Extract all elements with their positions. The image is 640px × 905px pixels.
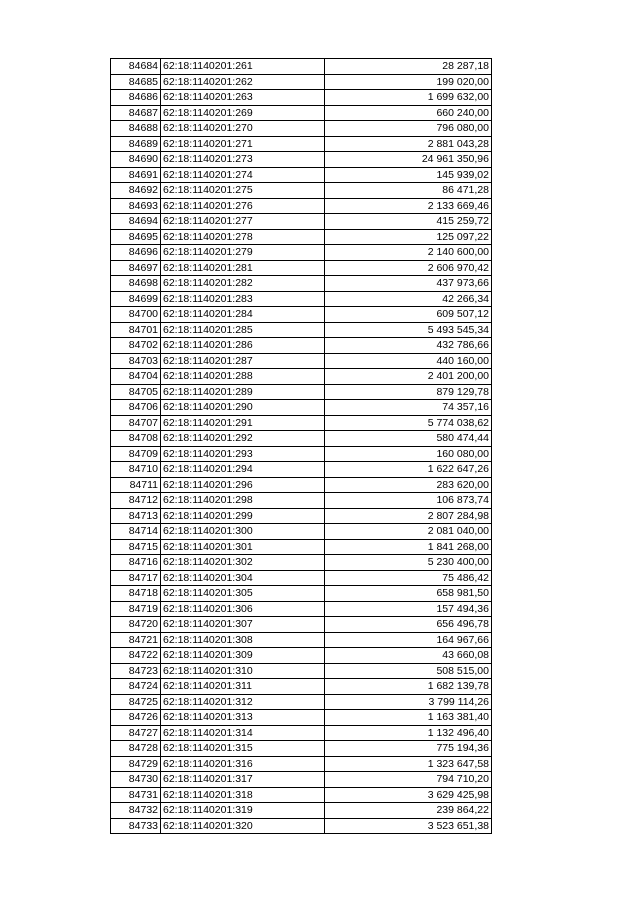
table-row [111, 725, 492, 741]
cadastral-number: 62:18:1140201:316 [161, 756, 325, 772]
cadastral-value: 508 515,00 [325, 663, 492, 679]
table-row [111, 772, 492, 788]
row-number: 84697 [111, 260, 161, 276]
table-row [111, 229, 492, 245]
row-number: 84731 [111, 787, 161, 803]
cadastral-value: 5 774 038,62 [325, 415, 492, 431]
row-number: 84689 [111, 136, 161, 152]
table-row [111, 400, 492, 416]
cadastral-value: 106 873,74 [325, 493, 492, 509]
table-row [111, 214, 492, 230]
cadastral-number: 62:18:1140201:285 [161, 322, 325, 338]
row-number: 84703 [111, 353, 161, 369]
table-row [111, 260, 492, 276]
cadastral-value: 3 629 425,98 [325, 787, 492, 803]
table-row [111, 477, 492, 493]
cadastral-value: 74 357,16 [325, 400, 492, 416]
row-number: 84716 [111, 555, 161, 571]
cadastral-number: 62:18:1140201:319 [161, 803, 325, 819]
cadastral-number: 62:18:1140201:291 [161, 415, 325, 431]
row-number: 84686 [111, 90, 161, 106]
cadastral-value: 660 240,00 [325, 105, 492, 121]
cadastral-number: 62:18:1140201:313 [161, 710, 325, 726]
row-number: 84717 [111, 570, 161, 586]
cadastral-number: 62:18:1140201:299 [161, 508, 325, 524]
cadastral-value: 1 132 496,40 [325, 725, 492, 741]
cadastral-number: 62:18:1140201:273 [161, 152, 325, 168]
row-number: 84700 [111, 307, 161, 323]
cadastral-number: 62:18:1140201:315 [161, 741, 325, 757]
row-number: 84688 [111, 121, 161, 137]
cadastral-value: 656 496,78 [325, 617, 492, 633]
cadastral-number: 62:18:1140201:306 [161, 601, 325, 617]
table-row [111, 617, 492, 633]
cadastral-value: 775 194,36 [325, 741, 492, 757]
table-body [111, 59, 492, 834]
table-row [111, 307, 492, 323]
row-number: 84699 [111, 291, 161, 307]
cadastral-value: 2 133 669,46 [325, 198, 492, 214]
cadastral-value: 3 799 114,26 [325, 694, 492, 710]
cadastral-value: 43 660,08 [325, 648, 492, 664]
cadastral-number: 62:18:1140201:304 [161, 570, 325, 586]
table-row [111, 183, 492, 199]
cadastral-number: 62:18:1140201:284 [161, 307, 325, 323]
cadastral-number: 62:18:1140201:301 [161, 539, 325, 555]
cadastral-number: 62:18:1140201:302 [161, 555, 325, 571]
table-row [111, 136, 492, 152]
cadastral-value: 609 507,12 [325, 307, 492, 323]
row-number: 84727 [111, 725, 161, 741]
cadastral-value: 415 259,72 [325, 214, 492, 230]
cadastral-value: 658 981,50 [325, 586, 492, 602]
row-number: 84694 [111, 214, 161, 230]
cadastral-value: 75 486,42 [325, 570, 492, 586]
cadastral-number: 62:18:1140201:298 [161, 493, 325, 509]
row-number: 84707 [111, 415, 161, 431]
cadastral-number: 62:18:1140201:290 [161, 400, 325, 416]
cadastral-number: 62:18:1140201:287 [161, 353, 325, 369]
table-row [111, 167, 492, 183]
table-row [111, 338, 492, 354]
row-number: 84701 [111, 322, 161, 338]
row-number: 84730 [111, 772, 161, 788]
row-number: 84711 [111, 477, 161, 493]
table-row [111, 245, 492, 261]
row-number: 84698 [111, 276, 161, 292]
cadastral-number: 62:18:1140201:274 [161, 167, 325, 183]
cadastral-value: 145 939,02 [325, 167, 492, 183]
table-row [111, 710, 492, 726]
table-row [111, 803, 492, 819]
cadastral-value: 1 323 647,58 [325, 756, 492, 772]
cadastral-value: 160 080,00 [325, 446, 492, 462]
row-number: 84724 [111, 679, 161, 695]
row-number: 84712 [111, 493, 161, 509]
cadastral-value: 24 961 350,96 [325, 152, 492, 168]
table-row [111, 291, 492, 307]
table-row [111, 152, 492, 168]
row-number: 84714 [111, 524, 161, 540]
row-number: 84729 [111, 756, 161, 772]
cadastral-value: 283 620,00 [325, 477, 492, 493]
cadastral-value: 1 841 268,00 [325, 539, 492, 555]
table-row [111, 524, 492, 540]
cadastral-value: 440 160,00 [325, 353, 492, 369]
row-number: 84718 [111, 586, 161, 602]
table-row [111, 663, 492, 679]
cadastral-number: 62:18:1140201:289 [161, 384, 325, 400]
cadastral-number: 62:18:1140201:278 [161, 229, 325, 245]
row-number: 84696 [111, 245, 161, 261]
cadastral-value: 125 097,22 [325, 229, 492, 245]
row-number: 84720 [111, 617, 161, 633]
cadastral-number: 62:18:1140201:317 [161, 772, 325, 788]
table-row [111, 446, 492, 462]
cadastral-number: 62:18:1140201:263 [161, 90, 325, 106]
row-number: 84713 [111, 508, 161, 524]
cadastral-number: 62:18:1140201:309 [161, 648, 325, 664]
cadastral-value: 28 287,18 [325, 59, 492, 75]
cadastral-number: 62:18:1140201:286 [161, 338, 325, 354]
cadastral-value: 2 606 970,42 [325, 260, 492, 276]
row-number: 84719 [111, 601, 161, 617]
row-number: 84705 [111, 384, 161, 400]
table-row [111, 679, 492, 695]
cadastral-value: 1 682 139,78 [325, 679, 492, 695]
cadastral-number: 62:18:1140201:318 [161, 787, 325, 803]
row-number: 84726 [111, 710, 161, 726]
row-number: 84693 [111, 198, 161, 214]
row-number: 84723 [111, 663, 161, 679]
table-row [111, 570, 492, 586]
cadastral-number: 62:18:1140201:261 [161, 59, 325, 75]
cadastral-number: 62:18:1140201:262 [161, 74, 325, 90]
row-number: 84732 [111, 803, 161, 819]
cadastral-value: 1 622 647,26 [325, 462, 492, 478]
row-number: 84695 [111, 229, 161, 245]
cadastral-value: 796 080,00 [325, 121, 492, 137]
table-row [111, 555, 492, 571]
cadastral-number: 62:18:1140201:282 [161, 276, 325, 292]
row-number: 84684 [111, 59, 161, 75]
cadastral-number: 62:18:1140201:281 [161, 260, 325, 276]
cadastral-number: 62:18:1140201:293 [161, 446, 325, 462]
cadastral-number: 62:18:1140201:288 [161, 369, 325, 385]
cadastral-number: 62:18:1140201:294 [161, 462, 325, 478]
row-number: 84708 [111, 431, 161, 447]
cadastral-number: 62:18:1140201:270 [161, 121, 325, 137]
cadastral-value: 5 230 400,00 [325, 555, 492, 571]
cadastral-value: 3 523 651,38 [325, 818, 492, 834]
cadastral-value: 2 081 040,00 [325, 524, 492, 540]
row-number: 84685 [111, 74, 161, 90]
table-row [111, 105, 492, 121]
row-number: 84733 [111, 818, 161, 834]
cadastral-value-table [110, 58, 492, 834]
cadastral-number: 62:18:1140201:312 [161, 694, 325, 710]
row-number: 84721 [111, 632, 161, 648]
table-row [111, 415, 492, 431]
cadastral-value: 1 163 381,40 [325, 710, 492, 726]
cadastral-value: 5 493 545,34 [325, 322, 492, 338]
cadastral-value: 432 786,66 [325, 338, 492, 354]
cadastral-value: 2 140 600,00 [325, 245, 492, 261]
cadastral-number: 62:18:1140201:276 [161, 198, 325, 214]
table-row [111, 198, 492, 214]
table-row [111, 121, 492, 137]
cadastral-value: 2 881 043,28 [325, 136, 492, 152]
cadastral-value: 794 710,20 [325, 772, 492, 788]
cadastral-value: 164 967,66 [325, 632, 492, 648]
row-number: 84691 [111, 167, 161, 183]
cadastral-value: 580 474,44 [325, 431, 492, 447]
cadastral-value: 86 471,28 [325, 183, 492, 199]
table-row [111, 493, 492, 509]
table-row [111, 431, 492, 447]
cadastral-value: 437 973,66 [325, 276, 492, 292]
cadastral-value: 42 266,34 [325, 291, 492, 307]
cadastral-number: 62:18:1140201:292 [161, 431, 325, 447]
table-row [111, 90, 492, 106]
table-row [111, 818, 492, 834]
row-number: 84709 [111, 446, 161, 462]
row-number: 84702 [111, 338, 161, 354]
row-number: 84722 [111, 648, 161, 664]
table-row [111, 741, 492, 757]
table-row [111, 694, 492, 710]
cadastral-number: 62:18:1140201:308 [161, 632, 325, 648]
table-row [111, 648, 492, 664]
cadastral-number: 62:18:1140201:269 [161, 105, 325, 121]
cadastral-number: 62:18:1140201:275 [161, 183, 325, 199]
cadastral-number: 62:18:1140201:300 [161, 524, 325, 540]
cadastral-value: 199 020,00 [325, 74, 492, 90]
table-row [111, 756, 492, 772]
cadastral-value: 157 494,36 [325, 601, 492, 617]
row-number: 84692 [111, 183, 161, 199]
table-row [111, 632, 492, 648]
row-number: 84706 [111, 400, 161, 416]
cadastral-value: 239 864,22 [325, 803, 492, 819]
table-row [111, 384, 492, 400]
cadastral-number: 62:18:1140201:305 [161, 586, 325, 602]
cadastral-number: 62:18:1140201:277 [161, 214, 325, 230]
row-number: 84715 [111, 539, 161, 555]
table-row [111, 353, 492, 369]
cadastral-number: 62:18:1140201:311 [161, 679, 325, 695]
table-row [111, 369, 492, 385]
cadastral-number: 62:18:1140201:296 [161, 477, 325, 493]
row-number: 84687 [111, 105, 161, 121]
table-row [111, 74, 492, 90]
table-row [111, 462, 492, 478]
cadastral-value: 879 129,78 [325, 384, 492, 400]
table-row [111, 322, 492, 338]
table-row [111, 276, 492, 292]
cadastral-value: 2 401 200,00 [325, 369, 492, 385]
table-row [111, 59, 492, 75]
table-row [111, 601, 492, 617]
table-row [111, 539, 492, 555]
row-number: 84690 [111, 152, 161, 168]
cadastral-value: 1 699 632,00 [325, 90, 492, 106]
cadastral-number: 62:18:1140201:279 [161, 245, 325, 261]
cadastral-number: 62:18:1140201:271 [161, 136, 325, 152]
row-number: 84704 [111, 369, 161, 385]
row-number: 84725 [111, 694, 161, 710]
row-number: 84728 [111, 741, 161, 757]
cadastral-number: 62:18:1140201:314 [161, 725, 325, 741]
cadastral-number: 62:18:1140201:310 [161, 663, 325, 679]
cadastral-number: 62:18:1140201:320 [161, 818, 325, 834]
table-row [111, 508, 492, 524]
row-number: 84710 [111, 462, 161, 478]
table-row [111, 586, 492, 602]
cadastral-value: 2 807 284,98 [325, 508, 492, 524]
cadastral-number: 62:18:1140201:283 [161, 291, 325, 307]
table-row [111, 787, 492, 803]
cadastral-number: 62:18:1140201:307 [161, 617, 325, 633]
